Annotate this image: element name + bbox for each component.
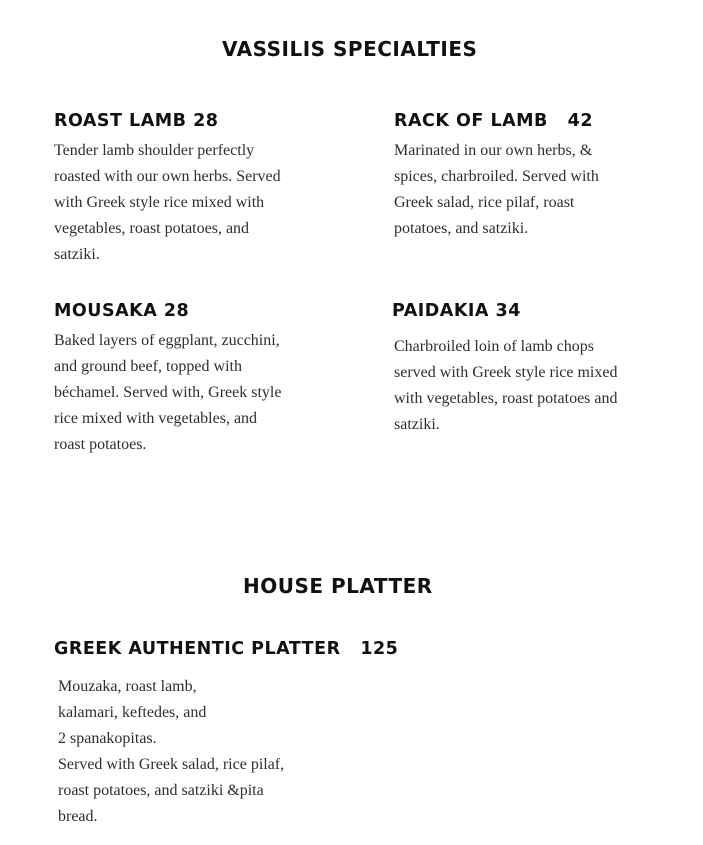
section-title-house-platter: HOUSE PLATTER: [243, 574, 433, 598]
menu-item-description: Charbroiled loin of lamb chops served with Greek style rice mixed with vegetables, roast potatoes and satziki.: [394, 338, 618, 433]
menu-item-description: Mouzaka, roast lamb, kalamari, keftedes, and 2 spanakopitas. Served with Greek salad, rice pilaf, roast potatoes, and satziki &pita bread.: [58, 678, 285, 825]
section-title-specialties: VASSILIS SPECIALTIES: [222, 37, 478, 61]
menu-item-name: PAIDAKIA 34: [392, 301, 521, 321]
menu-item-name: GREEK AUTHENTIC PLATTER 125: [54, 639, 399, 659]
menu-item-description: Tender lamb shoulder perfectly roasted with our own herbs. Served with Greek style rice mixed with vegetables, roast potatoes, and satziki.: [54, 142, 281, 263]
menu-item-description: Marinated in our own herbs, & spices, charbroiled. Served with Greek salad, rice pilaf, roast potatoes, and satziki.: [394, 142, 599, 237]
menu-item-name: RACK OF LAMB 42: [394, 111, 594, 131]
menu-item-name: ROAST LAMB 28: [54, 111, 219, 131]
menu-item-name: MOUSAKA 28: [54, 301, 190, 321]
menu-item-description: Baked layers of eggplant, zucchini, and ground beef, topped with béchamel. Served with, Greek style rice mixed with vegetables, and roast potatoes.: [54, 332, 282, 453]
